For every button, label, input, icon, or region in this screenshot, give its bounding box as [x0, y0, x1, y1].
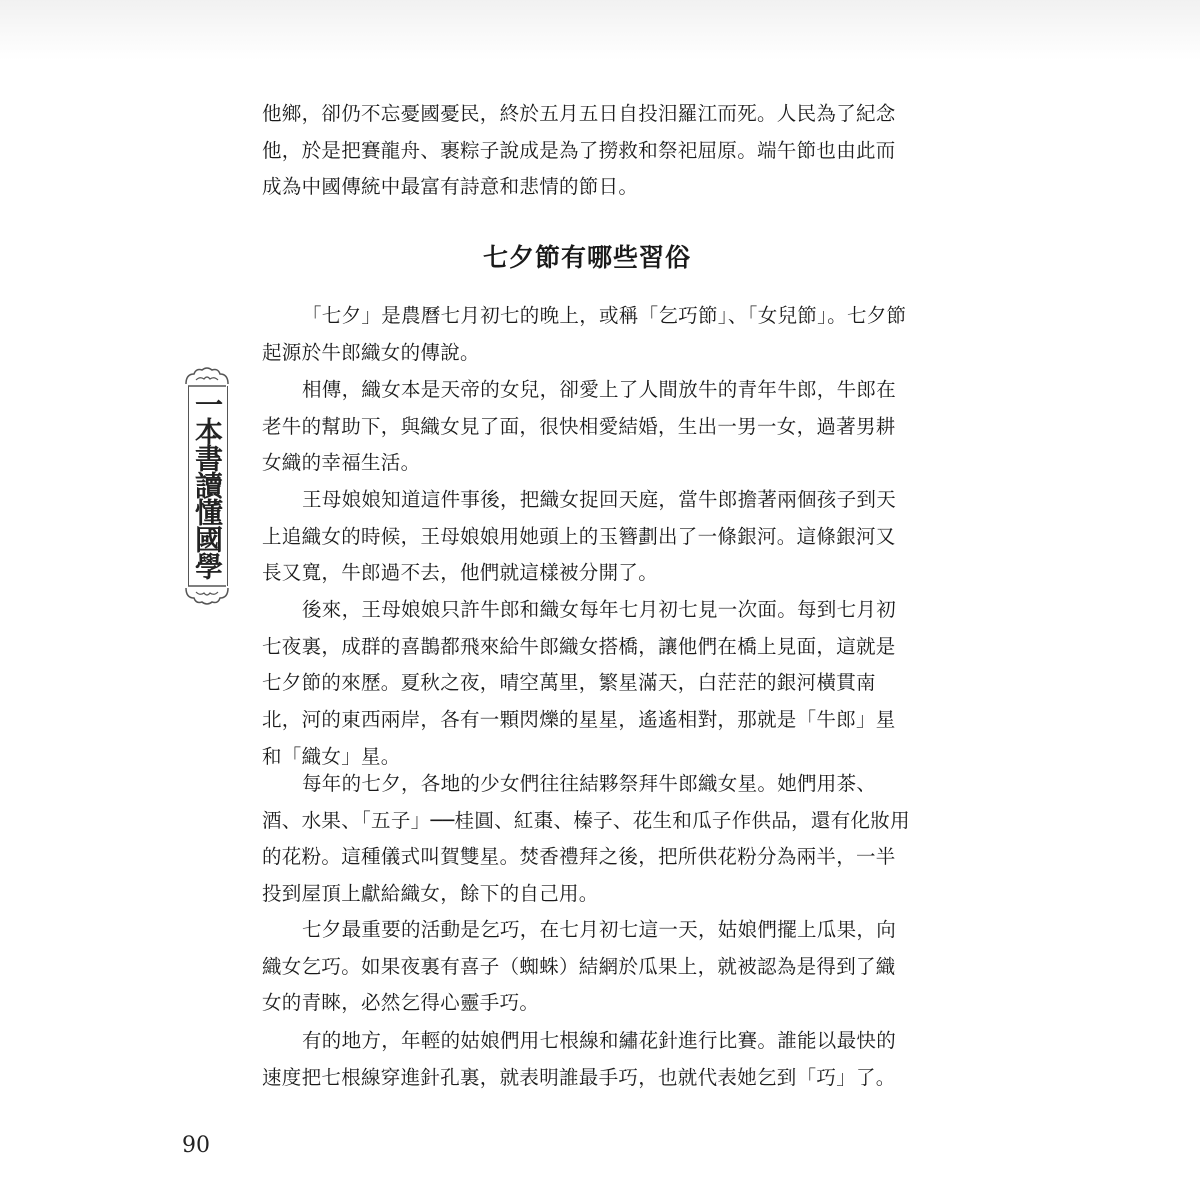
page-shadow: [0, 0, 1200, 60]
book-title: 一本書讀懂國學: [191, 390, 224, 579]
body-paragraph-2: 相傳，織女本是天帝的女兒，卻愛上了人間放牛的青年牛郎，牛郎在老牛的幫助下，與織女見了面，很快相愛結婚，生出一男一女，過著男耕女織的幸福生活。: [262, 378, 897, 475]
body-paragraph-5: 每年的七夕，各地的少女們往往結夥祭拜牛郎織女星。她們用茶、酒、水果、「五子」──桂圓、紅棗、榛子、花生和瓜子作供品，還有化妝用的花粉。這種儀式叫賀雙星。焚香禮拜之後，把所供花粉分為兩半，一半投到屋頂上獻給織女，餘下的自己用。: [262, 772, 910, 906]
side-book-title: [182, 366, 232, 606]
section-heading: 七夕節有哪些習俗: [482, 243, 691, 272]
body-paragraph-1: 「七夕」是農曆七月初七的晚上，或稱「乞巧節」、「女兒節」。七夕節起源於牛郎織女的傳說。: [262, 304, 907, 364]
continued-paragraph: 他鄉，卻仍不忘憂國憂民，終於五月五日自投汨羅江而死。人民為了紀念他，於是把賽龍舟、裹粽子說成是為了撈救和祭祀屈原。端午節也由此而成為中國傳統中最富有詩意和悲情的節日。: [262, 102, 896, 199]
body-paragraph-4: 後來，王母娘娘只許牛郎和織女每年七月初七見一次面。每到七月初七夜裏，成群的喜鵲都飛來給牛郎織女搭橋，讓他們在橋上見面，這就是七夕節的來歷。夏秋之夜，晴空萬里，繁星滿天，白茫茫的銀河橫貫南北，河的東西兩岸，各有一顆閃爍的星星，遙遙相對，那就是「牛郎」星和「織女」星。: [262, 598, 897, 768]
body-paragraph-6: 七夕最重要的活動是乞巧，在七月初七這一天，姑娘們擺上瓜果，向織女乞巧。如果夜裏有喜子（蜘蛛）結網於瓜果上，就被認為是得到了織女的青睞，必然乞得心靈手巧。: [262, 918, 897, 1015]
cloud-ornament-icon: [182, 366, 232, 388]
page-number: 90: [182, 1133, 210, 1158]
body-paragraph-3: 王母娘娘知道這件事後，把織女捉回天庭，當牛郎擔著兩個孩子到天上追織女的時候，王母娘娘用她頭上的玉簪劃出了一條銀河。這條銀河又長又寬，牛郎過不去，他們就這樣被分開了。: [262, 488, 897, 585]
body-paragraph-7: 有的地方，年輕的姑娘們用七根線和繡花針進行比賽。誰能以最快的速度把七根線穿進針孔裏，就表明誰最手巧，也就代表她乞到「巧」了。: [262, 1029, 897, 1089]
cloud-ornament-icon: [182, 584, 232, 606]
